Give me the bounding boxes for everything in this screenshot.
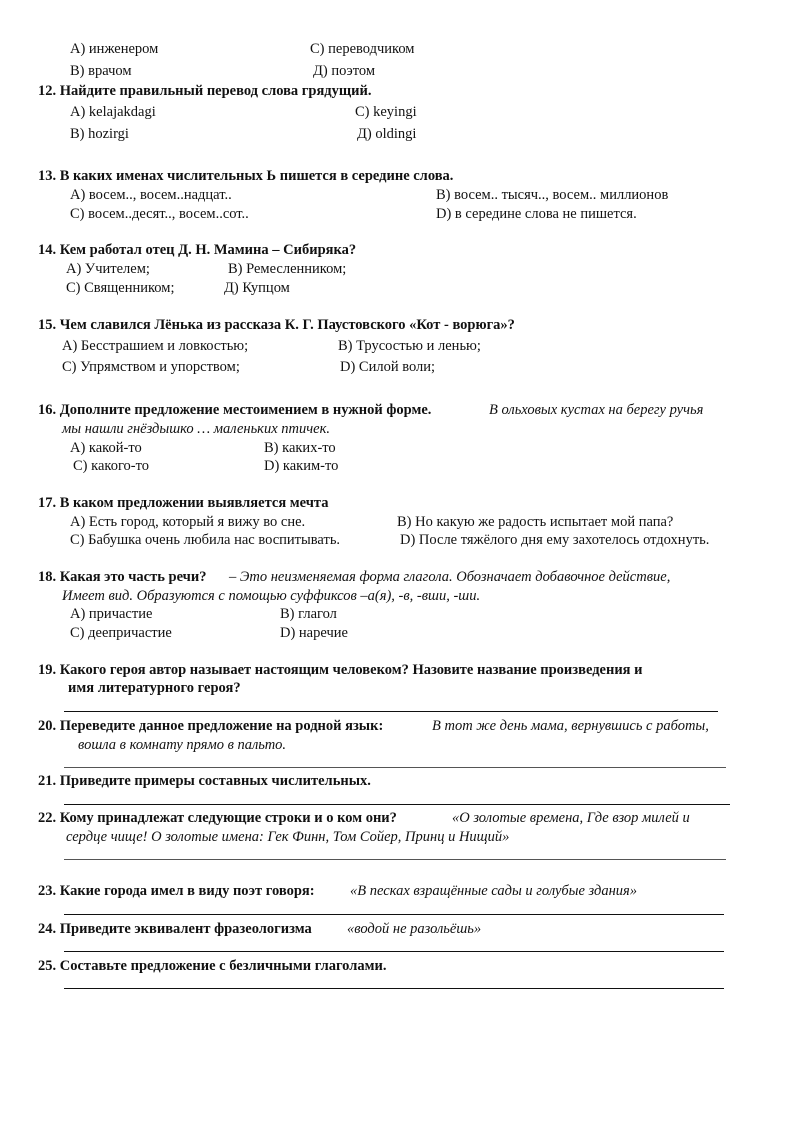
question-17-title: 17. В каком предложении выявляется мечта <box>38 495 329 511</box>
q18-option-d: D) наречие <box>280 625 348 641</box>
q22-quote-part2: сердце чище! О золотые имена: Гек Финн, Том Сойер, Принц и Нищий» <box>66 829 510 845</box>
q11-option-a: А) инженером <box>70 41 159 57</box>
q16-option-d: D) каким-то <box>264 458 339 474</box>
answer-line-19[interactable] <box>64 711 718 712</box>
q14-option-c: С) Священником; <box>66 280 175 296</box>
q13-option-c: С) восем..десят.., восем..сот.. <box>70 206 249 222</box>
question-19-line1: 19. Какого героя автор называет настоящим человеком? Назовите название произведения и <box>38 662 643 678</box>
q22-quote-part1: «О золотые времена, Где взор милей и <box>452 810 690 826</box>
q13-option-b: В) восем.. тысяч.., восем.. миллионов <box>436 187 669 203</box>
q11-option-b: В) врачом <box>70 63 132 79</box>
question-23-title: 23. Какие города имел в виду поэт говоря: <box>38 883 315 899</box>
answer-line-24[interactable] <box>64 951 724 952</box>
question-20-title: 20. Переведите данное предложение на родной язык: <box>38 718 384 734</box>
question-16-title: 16. Дополните предложение местоимением в нужной форме. <box>38 402 432 418</box>
q14-option-d: Д) Купцом <box>224 280 290 296</box>
q18-option-a: А) причастие <box>70 606 153 622</box>
question-13-title: 13. В каких именах числительных Ь пишется в середине слова. <box>38 168 454 184</box>
answer-line-22[interactable] <box>64 859 726 860</box>
q18-option-c: С) деепричастие <box>70 625 172 641</box>
q18-description-part1: – Это неизменяемая форма глагола. Обозначает добавочное действие, <box>229 569 671 585</box>
answer-line-25[interactable] <box>64 988 724 989</box>
q11-option-c: С) переводчиком <box>310 41 415 57</box>
answer-line-23[interactable] <box>64 914 724 915</box>
question-14-title: 14. Кем работал отец Д. Н. Мамина – Сибиряка? <box>38 242 357 258</box>
q18-description-part2: Имеет вид. Образуются с помощью суффиксов –а(я), -в, -вши, -ши. <box>62 588 481 604</box>
q18-option-b: В) глагол <box>280 606 337 622</box>
q20-sentence-part2: вошла в комнату прямо в пальто. <box>78 737 287 753</box>
q13-option-a: А) восем.., восем..надцат.. <box>70 187 232 203</box>
question-21-title: 21. Приведите примеры составных числительных. <box>38 773 371 789</box>
question-24-title: 24. Приведите эквивалент фразеологизма <box>38 921 312 937</box>
q16-option-a: А) какой-то <box>70 440 142 456</box>
question-25-title: 25. Составьте предложение с безличными глаголами. <box>38 958 387 974</box>
q17-option-b: В) Но какую же радость испытает мой папа? <box>397 514 674 530</box>
q15-option-b: В) Трусостью и ленью; <box>338 338 481 354</box>
q16-sentence-part2: мы нашли гнёздышко … маленьких птичек. <box>62 421 331 437</box>
q16-sentence-part1: В ольховых кустах на берегу ручья <box>489 402 704 418</box>
q17-option-d: D) После тяжёлого дня ему захотелось отдохнуть. <box>400 532 710 548</box>
q20-sentence-part1: В тот же день мама, вернувшись с работы, <box>432 718 709 734</box>
q14-option-a: А) Учителем; <box>66 261 150 277</box>
q15-option-c: С) Упрямством и упорством; <box>62 359 240 375</box>
q11-option-d: Д) поэтом <box>313 63 376 79</box>
q16-option-c: С) какого-то <box>73 458 150 474</box>
q12-option-c: С) keyingi <box>355 104 417 120</box>
q24-phrase: «водой не разольёшь» <box>347 921 482 937</box>
q12-option-d: Д) oldingi <box>357 126 417 142</box>
question-15-title: 15. Чем славился Лёнька из рассказа К. Г. Паустовского «Кот - ворюга»? <box>38 317 515 333</box>
q23-quote: «В песках взращённые сады и голубые здания» <box>350 883 638 899</box>
q16-option-b: В) каких-то <box>264 440 336 456</box>
q12-option-b: В) hozirgi <box>70 126 129 142</box>
q17-option-a: А) Есть город, который я вижу во сне. <box>70 514 306 530</box>
q14-option-b: В) Ремесленником; <box>228 261 347 277</box>
q15-option-d: D) Силой воли; <box>340 359 436 375</box>
question-19-line2: имя литературного героя? <box>68 680 241 696</box>
question-22-title: 22. Кому принадлежат следующие строки и о ком они? <box>38 810 397 826</box>
q12-option-a: А) kelajakdagi <box>70 104 156 120</box>
question-12-title: 12. Найдите правильный перевод слова грядущий. <box>38 83 372 99</box>
q17-option-c: С) Бабушка очень любила нас воспитывать. <box>70 532 341 548</box>
question-18-title: 18. Какая это часть речи? <box>38 569 207 585</box>
answer-line-20[interactable] <box>64 767 726 768</box>
answer-line-21[interactable] <box>64 804 730 805</box>
q13-option-d: D) в середине слова не пишется. <box>436 206 637 222</box>
q15-option-a: А) Бесстрашием и ловкостью; <box>62 338 249 354</box>
